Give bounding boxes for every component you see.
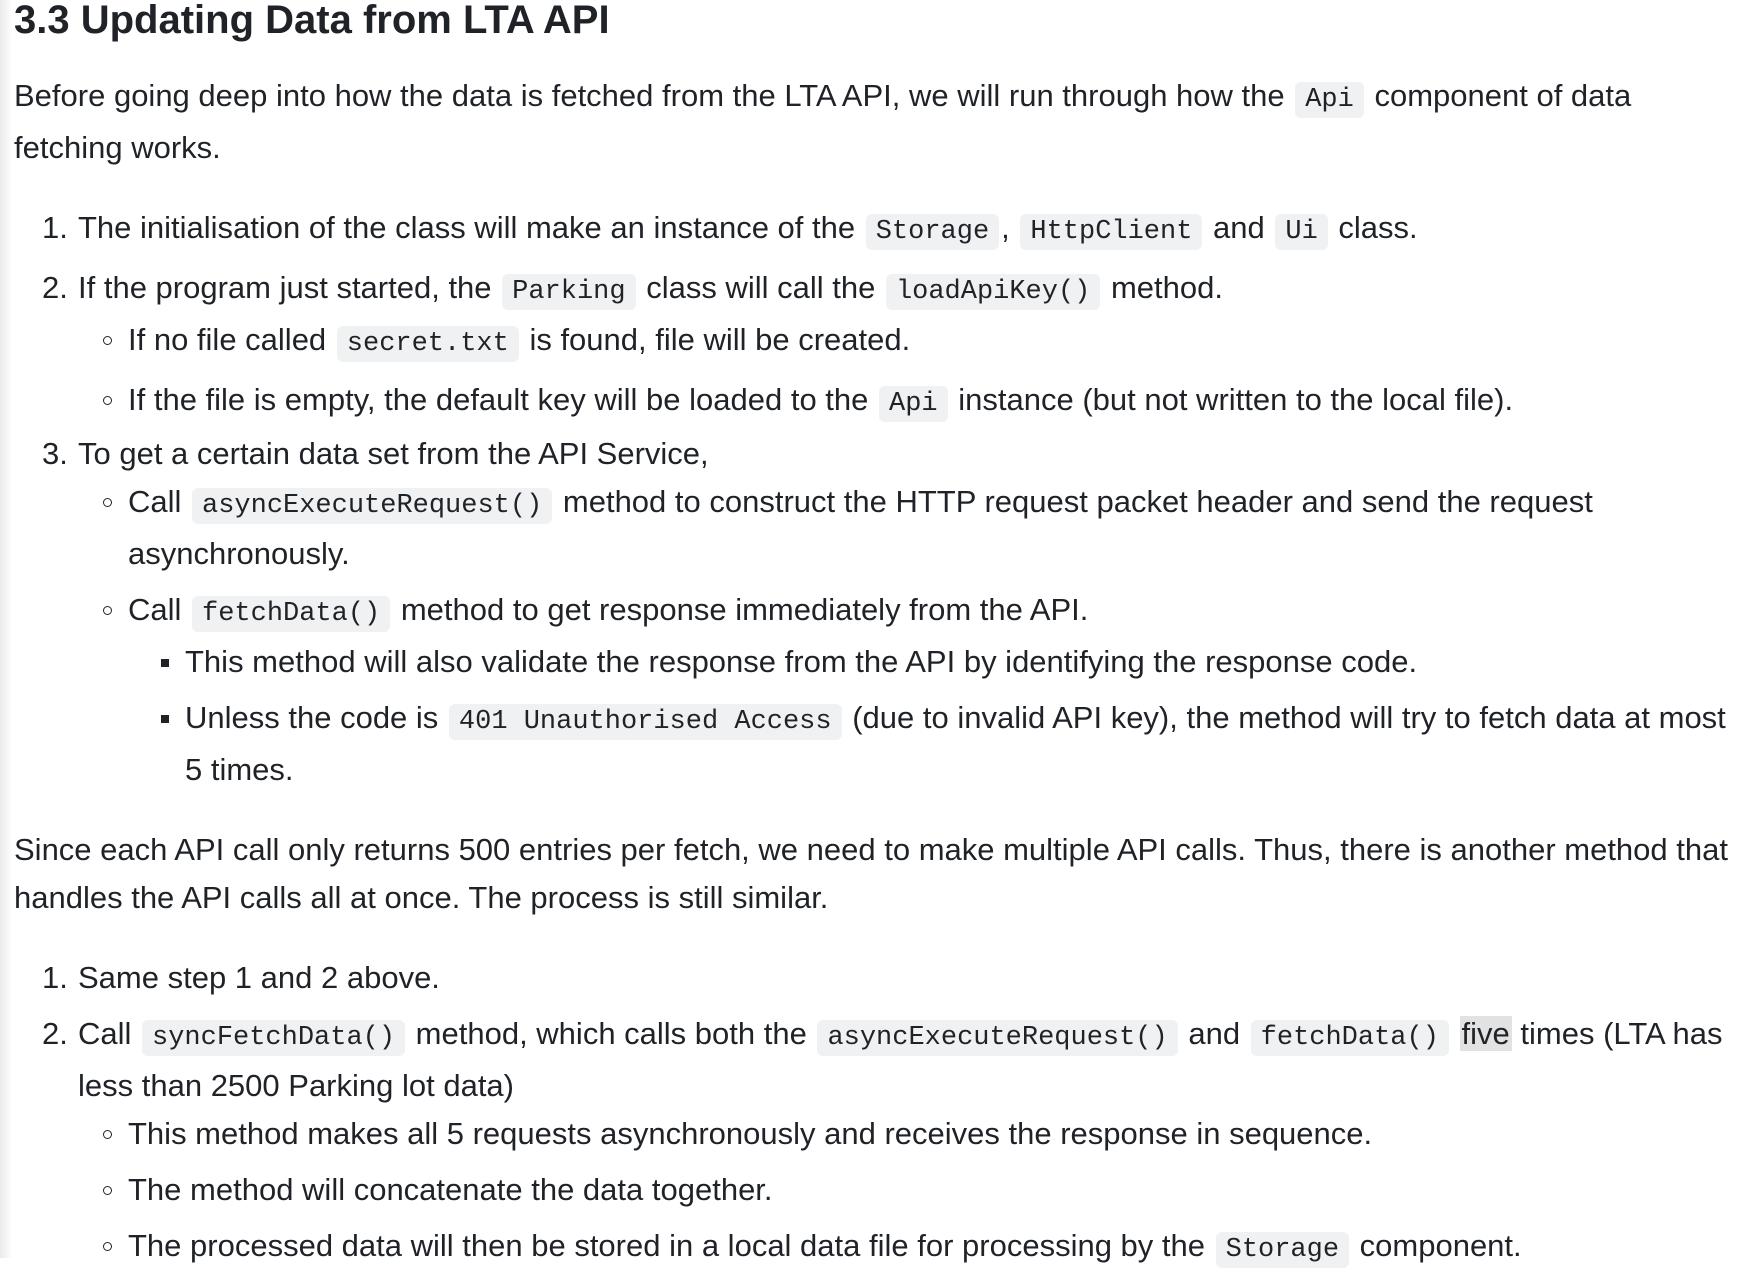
list-item: 1. Same step 1 and 2 above. xyxy=(42,960,440,995)
sub-list-item: Call fetchData() method to get response immediately from the API. xyxy=(14,586,1744,638)
inline-code: syncFetchData() xyxy=(142,1020,405,1056)
left-edge-shadow xyxy=(0,0,12,1258)
list-item: 3. To get a certain data set from the API Service, xyxy=(42,436,709,471)
sub-list-item: The processed data will then be stored in a local data file for processing by the Storage component. xyxy=(14,1222,1744,1274)
inline-code: 401 Unauthorised Access xyxy=(449,704,842,740)
inline-code: fetchData() xyxy=(1251,1020,1449,1056)
sub-list-item: If the file is empty, the default key will be loaded to the Api instance (but not written to the local file). xyxy=(14,376,1744,428)
sub-list xyxy=(14,316,1744,428)
sub-list xyxy=(14,1110,1744,1274)
steps-list-1-cont xyxy=(14,430,1744,478)
sub-list-item: Call asyncExecuteRequest() method to construct the HTTP request packet header and send the request asynchronously. xyxy=(14,478,1744,578)
nested-sub-list xyxy=(14,638,1744,794)
inline-code: HttpClient xyxy=(1020,214,1202,250)
list-item: 1. The initialisation of the class will make an instance of the Storage , HttpClient and Ui class. xyxy=(14,204,1744,256)
text-highlight: five xyxy=(1461,1016,1510,1051)
inline-code: secret.txt xyxy=(337,326,519,362)
inline-code: asyncExecuteRequest() xyxy=(192,488,552,524)
inline-code: Storage xyxy=(1216,1232,1349,1268)
inline-code: Api xyxy=(1295,82,1364,118)
sub-list-item: The method will concatenate the data together. xyxy=(14,1166,1744,1214)
inline-code: asyncExecuteRequest() xyxy=(817,1020,1177,1056)
steps-list-1 xyxy=(14,204,1744,316)
list-item: 2. If the program just started, the Parking class will call the loadApiKey() method. xyxy=(14,264,1744,316)
intro-paragraph: Before going deep into how the data is fetched from the LTA API, we will run through how the Api component of data fetching works. xyxy=(14,78,1632,165)
inline-code: Api xyxy=(879,386,948,422)
nested-list-item: This method will also validate the response from the API by identifying the response code. xyxy=(14,638,1744,686)
document-content xyxy=(14,0,1744,1274)
steps-list-2 xyxy=(14,954,1744,1110)
list-item: 2. Call syncFetchData() method, which calls both the asyncExecuteRequest() and fetchData() five times (LTA has less than 2500 Parking lot data) xyxy=(42,1016,1723,1103)
inline-code: Ui xyxy=(1275,214,1327,250)
paragraph: Since each API call only returns 500 entries per fetch, we need to make multiple API calls. Thus, there is another method that handles the API calls all at once. The process is still similar. xyxy=(14,832,1728,915)
sub-list-item: If no file called secret.txt is found, file will be created. xyxy=(14,316,1744,368)
section-heading: 3.3 Updating Data from LTA API xyxy=(14,0,610,42)
sub-list xyxy=(14,478,1744,638)
nested-list-item: Unless the code is 401 Unauthorised Access (due to invalid API key), the method will try to fetch data at most 5 times. xyxy=(14,694,1744,794)
inline-code: fetchData() xyxy=(192,596,390,632)
inline-code: loadApiKey() xyxy=(886,274,1100,310)
inline-code: Storage xyxy=(866,214,999,250)
sub-list-item: This method makes all 5 requests asynchronously and receives the response in sequence. xyxy=(14,1110,1744,1158)
inline-code: Parking xyxy=(502,274,635,310)
